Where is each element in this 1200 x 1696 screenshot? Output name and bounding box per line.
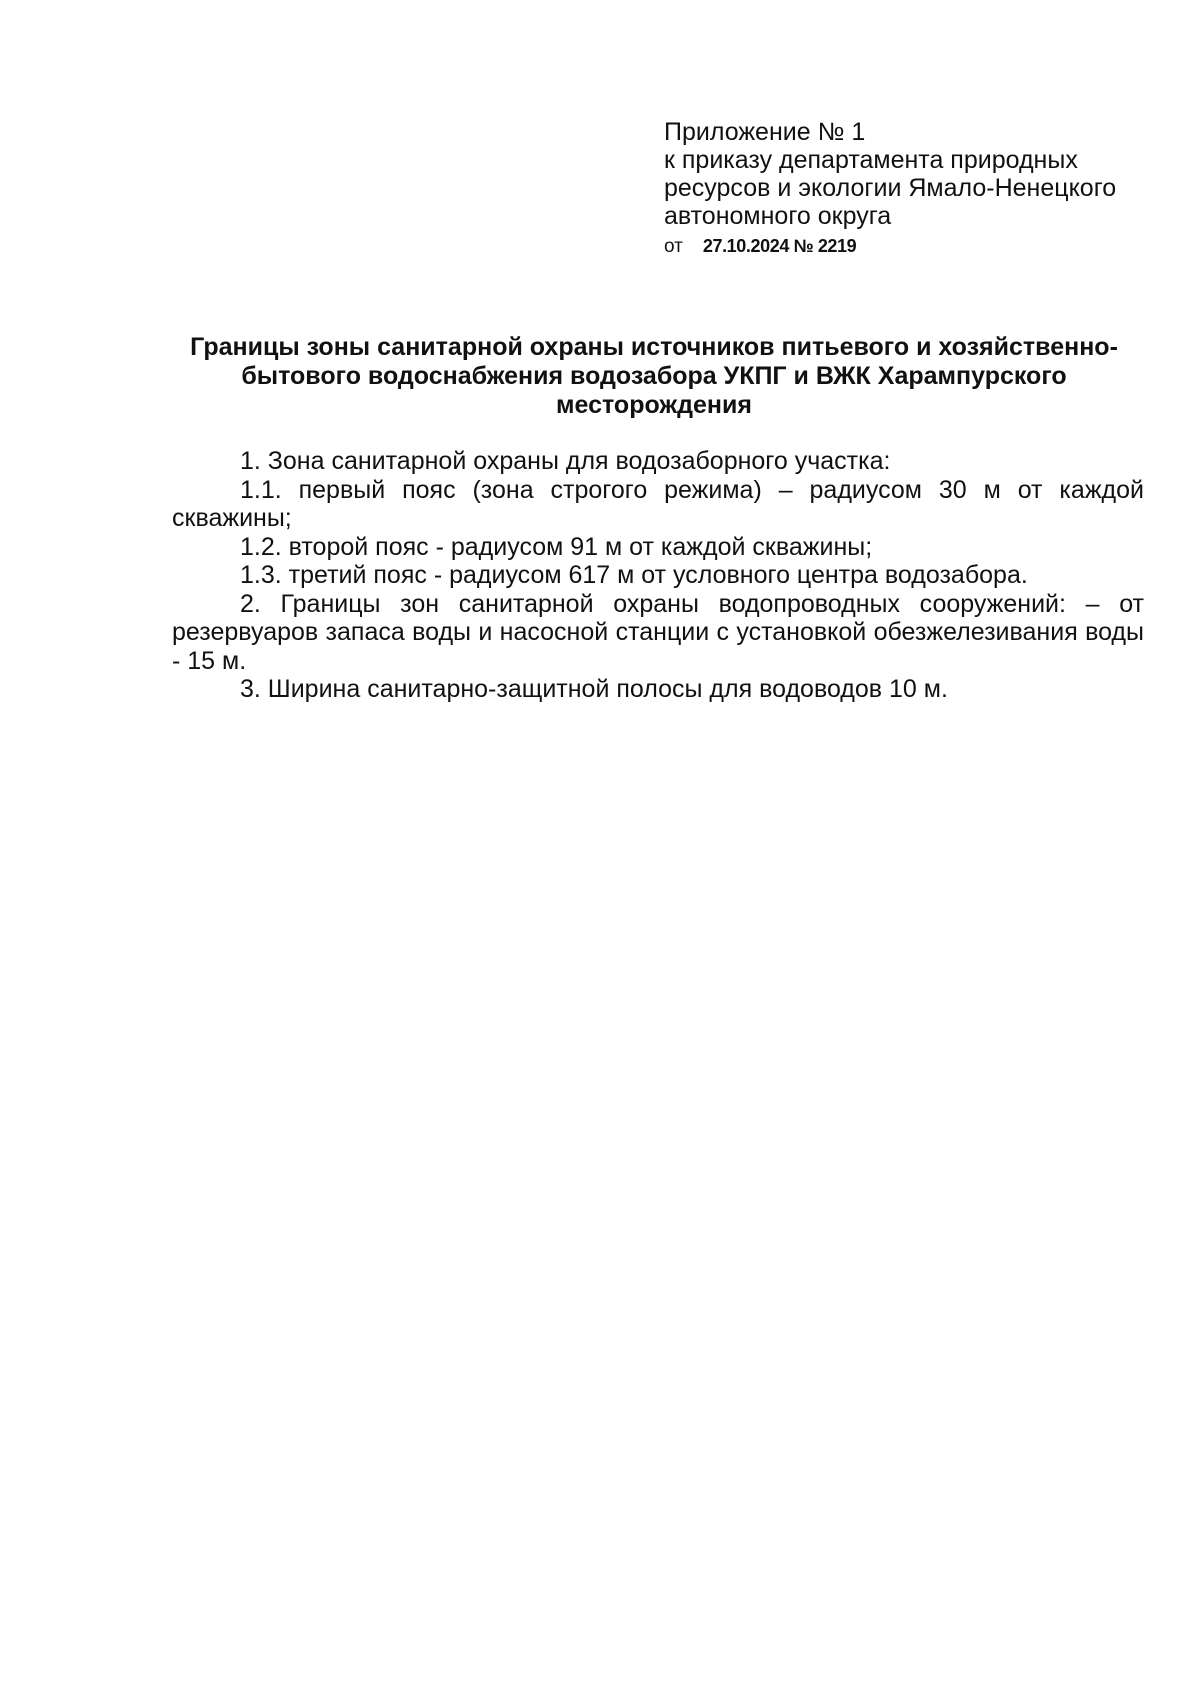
paragraph-3: 3. Ширина санитарно-защитной полосы для водоводов 10 м.	[240, 675, 948, 703]
paragraph-1: 1. Зона санитарной охраны для водозаборного участка:	[240, 447, 891, 475]
title-line-3: месторождения	[556, 391, 752, 419]
appendix-number: Приложение № 1	[664, 118, 866, 146]
document-body	[172, 447, 1144, 704]
paragraph-2: 2. Границы зон санитарной охраны водопроводных сооружений: – от резервуаров запаса воды и насосной станции с установкой обезжелезивания воды - 15 м.	[172, 589, 1144, 675]
appendix-date-line	[664, 232, 1164, 261]
paragraph-1-3: 1.3. третий пояс - радиусом 617 м от условного центра водозабора.	[240, 561, 1028, 589]
document-title	[172, 333, 1136, 420]
appendix-department-line: ресурсов и экологии Ямало-Ненецкого	[664, 174, 1117, 202]
title-line-1: Границы зоны санитарной охраны источников питьевого и хозяйственно-	[190, 333, 1118, 361]
paragraph-1-2: 1.2. второй пояс - радиусом 91 м от каждой скважины;	[240, 532, 873, 561]
appendix-order-line: к приказу департамента природных	[664, 146, 1078, 174]
date-prefix: от	[664, 236, 683, 257]
order-date-number: 27.10.2024 № 2219	[702, 236, 857, 256]
paragraph-1-1: 1.1. первый пояс (зона строгого режима) – радиусом 30 м от каждой скважины;	[172, 475, 1144, 532]
appendix-region-line: автономного округа	[664, 202, 892, 230]
appendix-header	[664, 118, 1164, 261]
title-line-2: бытового водоснабжения водозабора УКПГ и ВЖК Харампурского	[241, 362, 1067, 390]
